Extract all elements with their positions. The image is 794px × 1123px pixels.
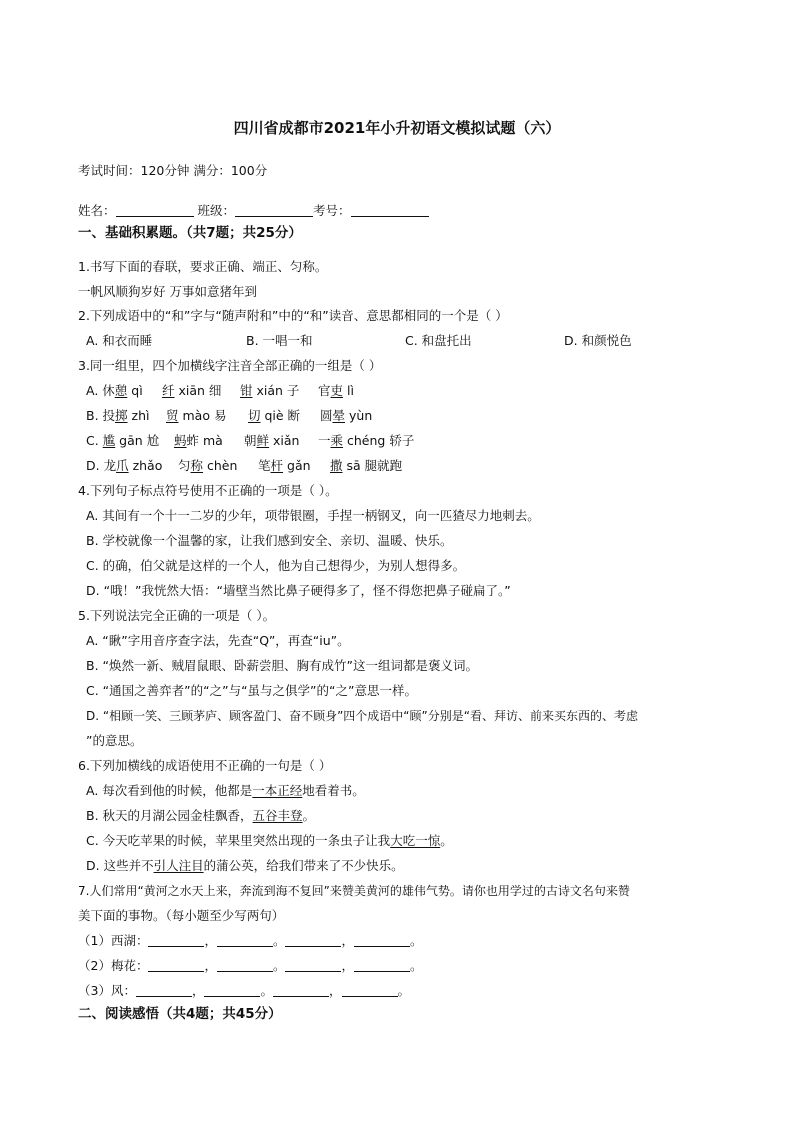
exam-info: 考试时间：120分钟 满分：100分 [78,163,268,178]
q3-option-c[interactable]: C. 尴 gān 尬 蚂蚱 mà 朝鲜 xiǎn 一乘 chéng 轿子 [86,433,415,448]
section-1-heading: 一、基础积累题。（共7题；共25分） [78,225,302,241]
q7-2-blank-3[interactable] [285,959,341,972]
q2-option-d[interactable]: D. 和颜悦色 [564,333,632,348]
student-info-line [78,203,429,219]
q2-stem: 2.下列成语中的“和”字与“随声附和”中的“和”读音、意思都相同的一个是（ ） [78,308,508,323]
q4-option-d[interactable]: D. “哦！”我恍然大悟：“墙壁当然比鼻子硬得多了，怪不得您把鼻子碰扁了。” [86,583,511,598]
q7-1-blank-3[interactable] [285,934,341,947]
section-2-heading: 二、阅读感悟（共4题；共45分） [78,1006,282,1022]
class-blank[interactable] [235,204,313,217]
q7-item-2: （2）梅花： ， 。 ， 。 [78,958,423,973]
q7-1-blank-2[interactable] [217,934,273,947]
name-label: 姓名： [78,203,116,218]
q7-item-3: （3）风： ， 。 ， 。 [78,983,411,998]
q3-option-b[interactable]: B. 投掷 zhì 贸 mào 易 切 qiè 断 圆晕 yùn [86,408,373,423]
q7-item-1: （1）西湖： ， 。 ， 。 [78,933,423,948]
number-label: 考号： [313,203,351,218]
q6-stem: 6.下列加横线的成语使用不正确的一句是（ ） [78,758,332,773]
q1-stem: 1.书写下面的春联，要求正确、端正、匀称。 [78,259,328,274]
q5-option-d-continued: ”的意思。 [86,733,143,748]
name-blank[interactable] [116,204,194,217]
page-title: 四川省成都市2021年小升初语文模拟试题（六） [233,119,561,137]
q5-option-d[interactable]: D. “相顾一笑、三顾茅庐、顾客盈门、奋不顾身”四个成语中“顾”分别是“看、拜访、前来买东西的、考虑 [86,709,638,723]
q5-option-c[interactable]: C. “通国之善弈者”的“之”与“虽与之俱学”的“之”意思一样。 [86,683,417,698]
q2-option-c[interactable]: C. 和盘托出 [405,333,472,348]
q7-3-blank-4[interactable] [342,984,398,997]
q7-stem-continued: 美下面的事物。（每小题至少写两句） [78,908,285,923]
q6-option-c[interactable]: C. 今天吃苹果的时候，苹果里突然出现的一条虫子让我大吃一惊。 [86,833,453,848]
q7-2-blank-1[interactable] [148,959,204,972]
q5-stem: 5.下列说法完全正确的一项是（ ）。 [78,608,276,623]
q3-option-a[interactable]: A. 休憩 qì 纤 xiān 细 钳 xián 子 官吏 lì [86,383,354,398]
q5-option-a[interactable]: A. “瞅”字用音序查字法，先查“Q”，再查“iu”。 [86,633,350,648]
q2-options [0,333,794,349]
q4-stem: 4.下列句子标点符号使用不正确的一项是（ ）。 [78,483,338,498]
q7-2-blank-4[interactable] [354,959,410,972]
q5-option-b[interactable]: B. “焕然一新、贼眉鼠眼、卧薪尝胆、胸有成竹”这一组词都是褒义词。 [86,658,478,673]
q7-3-blank-1[interactable] [136,984,192,997]
q7-1-blank-4[interactable] [354,934,410,947]
number-blank[interactable] [351,204,429,217]
q4-option-a[interactable]: A. 其间有一个十一二岁的少年，项带银圈，手捏一柄钢叉，向一匹猹尽力地刺去。 [86,508,540,523]
q7-stem: 7.人们常用“黄河之水天上来，奔流到海不复回”来赞美黄河的雄伟气势。请你也用学过的古诗文名句来赞 [78,884,630,898]
q7-1-blank-1[interactable] [148,934,204,947]
q6-option-a[interactable]: A. 每次看到他的时候，他都是一本正经地看着书。 [86,783,365,798]
q7-2-blank-2[interactable] [217,959,273,972]
class-label: 班级： [197,203,236,218]
q3-option-d[interactable]: D. 龙爪 zhǎo 匀称 chèn 笔杆 gǎn 撒 sā 腿就跑 [86,458,403,473]
q4-option-c[interactable]: C. 的确，伯父就是这样的一个人，他为自己想得少，为别人想得多。 [86,558,466,573]
q6-option-b[interactable]: B. 秋天的月湖公园金桂飘香，五谷丰登。 [86,808,316,823]
q2-option-b[interactable]: B. 一唱一和 [246,333,313,348]
q4-option-b[interactable]: B. 学校就像一个温馨的家，让我们感到安全、亲切、温暖、快乐。 [86,533,453,548]
q7-3-blank-2[interactable] [204,984,260,997]
q1-couplet: 一帆风顺狗岁好 万事如意猪年到 [78,284,257,299]
q6-option-d[interactable]: D. 这些并不引人注目的蒲公英，给我们带来了不少快乐。 [86,858,404,873]
q2-option-a[interactable]: A. 和衣而睡 [86,333,153,348]
q7-3-blank-3[interactable] [273,984,329,997]
q3-stem: 3.同一组里，四个加横线字注音全部正确的一组是（ ） [78,358,382,373]
